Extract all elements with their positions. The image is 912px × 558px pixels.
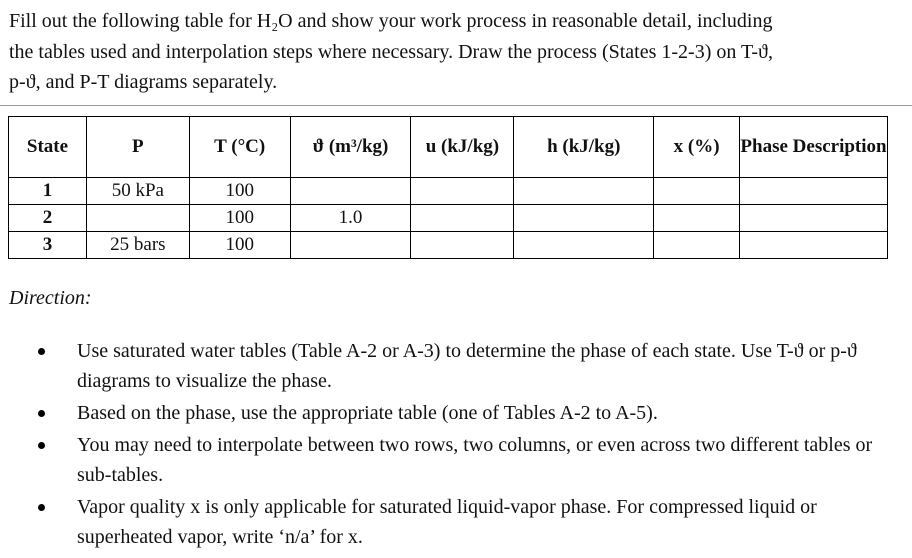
quality-cell[interactable]	[654, 205, 740, 232]
phase-description-cell[interactable]	[740, 205, 888, 232]
list-item-text: You may need to interpolate between two rows, two columns, or even across two different tables or sub-tables.	[77, 434, 873, 486]
bullet-dot-icon	[38, 442, 45, 449]
header-specific-volume: ϑ (m³/kg)	[290, 117, 411, 178]
header-pressure: P	[86, 117, 189, 178]
header-phase-description: Phase Description	[740, 117, 888, 178]
table-row	[9, 205, 888, 232]
divider	[0, 105, 912, 106]
list-item	[38, 430, 898, 490]
pressure-cell[interactable]	[86, 205, 189, 232]
specific-volume-cell[interactable]: 1.0	[290, 205, 411, 232]
header-state: State	[9, 117, 87, 178]
phase-description-cell[interactable]	[740, 178, 888, 205]
internal-energy-cell[interactable]	[411, 178, 514, 205]
quality-cell[interactable]	[654, 232, 740, 259]
list-item-text: Vapor quality x is only applicable for saturated liquid-vapor phase. For compressed liquid or superheated vapor, write ‘n/a’ for x.	[77, 496, 817, 548]
state-cell: 2	[9, 205, 87, 232]
list-item	[38, 336, 898, 396]
list-item-text: Use saturated water tables (Table A-2 or A-3) to determine the phase of each state. Use T-ϑ or p-ϑ diagrams to visualize the phase.	[77, 340, 857, 392]
direction-heading: Direction:	[9, 287, 92, 309]
internal-energy-cell[interactable]	[411, 232, 514, 259]
header-internal-energy: u (kJ/kg)	[411, 117, 514, 178]
header-quality: x (%)	[654, 117, 740, 178]
list-item	[38, 492, 898, 552]
phase-description-cell[interactable]	[740, 232, 888, 259]
internal-energy-cell[interactable]	[411, 205, 514, 232]
pressure-cell[interactable]: 25 bars	[86, 232, 189, 259]
enthalpy-cell[interactable]	[514, 178, 654, 205]
list-item	[38, 398, 898, 428]
pressure-cell[interactable]: 50 kPa	[86, 178, 189, 205]
problem-statement-line-2: the tables used and interpolation steps where necessary. Draw the process (States 1-2-3) on T-ϑ,	[9, 40, 773, 63]
problem-statement-line-3: p-ϑ, and P-T diagrams separately.	[9, 71, 278, 93]
table-header-row	[9, 117, 888, 178]
temperature-cell[interactable]: 100	[189, 205, 290, 232]
header-enthalpy: h (kJ/kg)	[514, 117, 654, 178]
enthalpy-cell[interactable]	[514, 205, 654, 232]
problem-statement-line-1: Fill out the following table for H₂O and show your work process in reasonable detail, including	[9, 10, 773, 32]
property-table	[8, 116, 888, 259]
bullet-dot-icon	[38, 348, 45, 355]
table-row	[9, 232, 888, 259]
direction-list	[38, 336, 898, 554]
problem-statement	[9, 6, 899, 98]
state-cell: 3	[9, 232, 87, 259]
enthalpy-cell[interactable]	[514, 232, 654, 259]
specific-volume-cell[interactable]	[290, 178, 411, 205]
state-cell: 1	[9, 178, 87, 205]
bullet-dot-icon	[38, 410, 45, 417]
list-item-text: Based on the phase, use the appropriate table (one of Tables A-2 to A-5).	[77, 402, 658, 424]
header-temperature: T (°C)	[189, 117, 290, 178]
temperature-cell[interactable]: 100	[189, 178, 290, 205]
bullet-dot-icon	[38, 504, 45, 511]
quality-cell[interactable]	[654, 178, 740, 205]
specific-volume-cell[interactable]	[290, 232, 411, 259]
table-row	[9, 178, 888, 205]
temperature-cell[interactable]: 100	[189, 232, 290, 259]
